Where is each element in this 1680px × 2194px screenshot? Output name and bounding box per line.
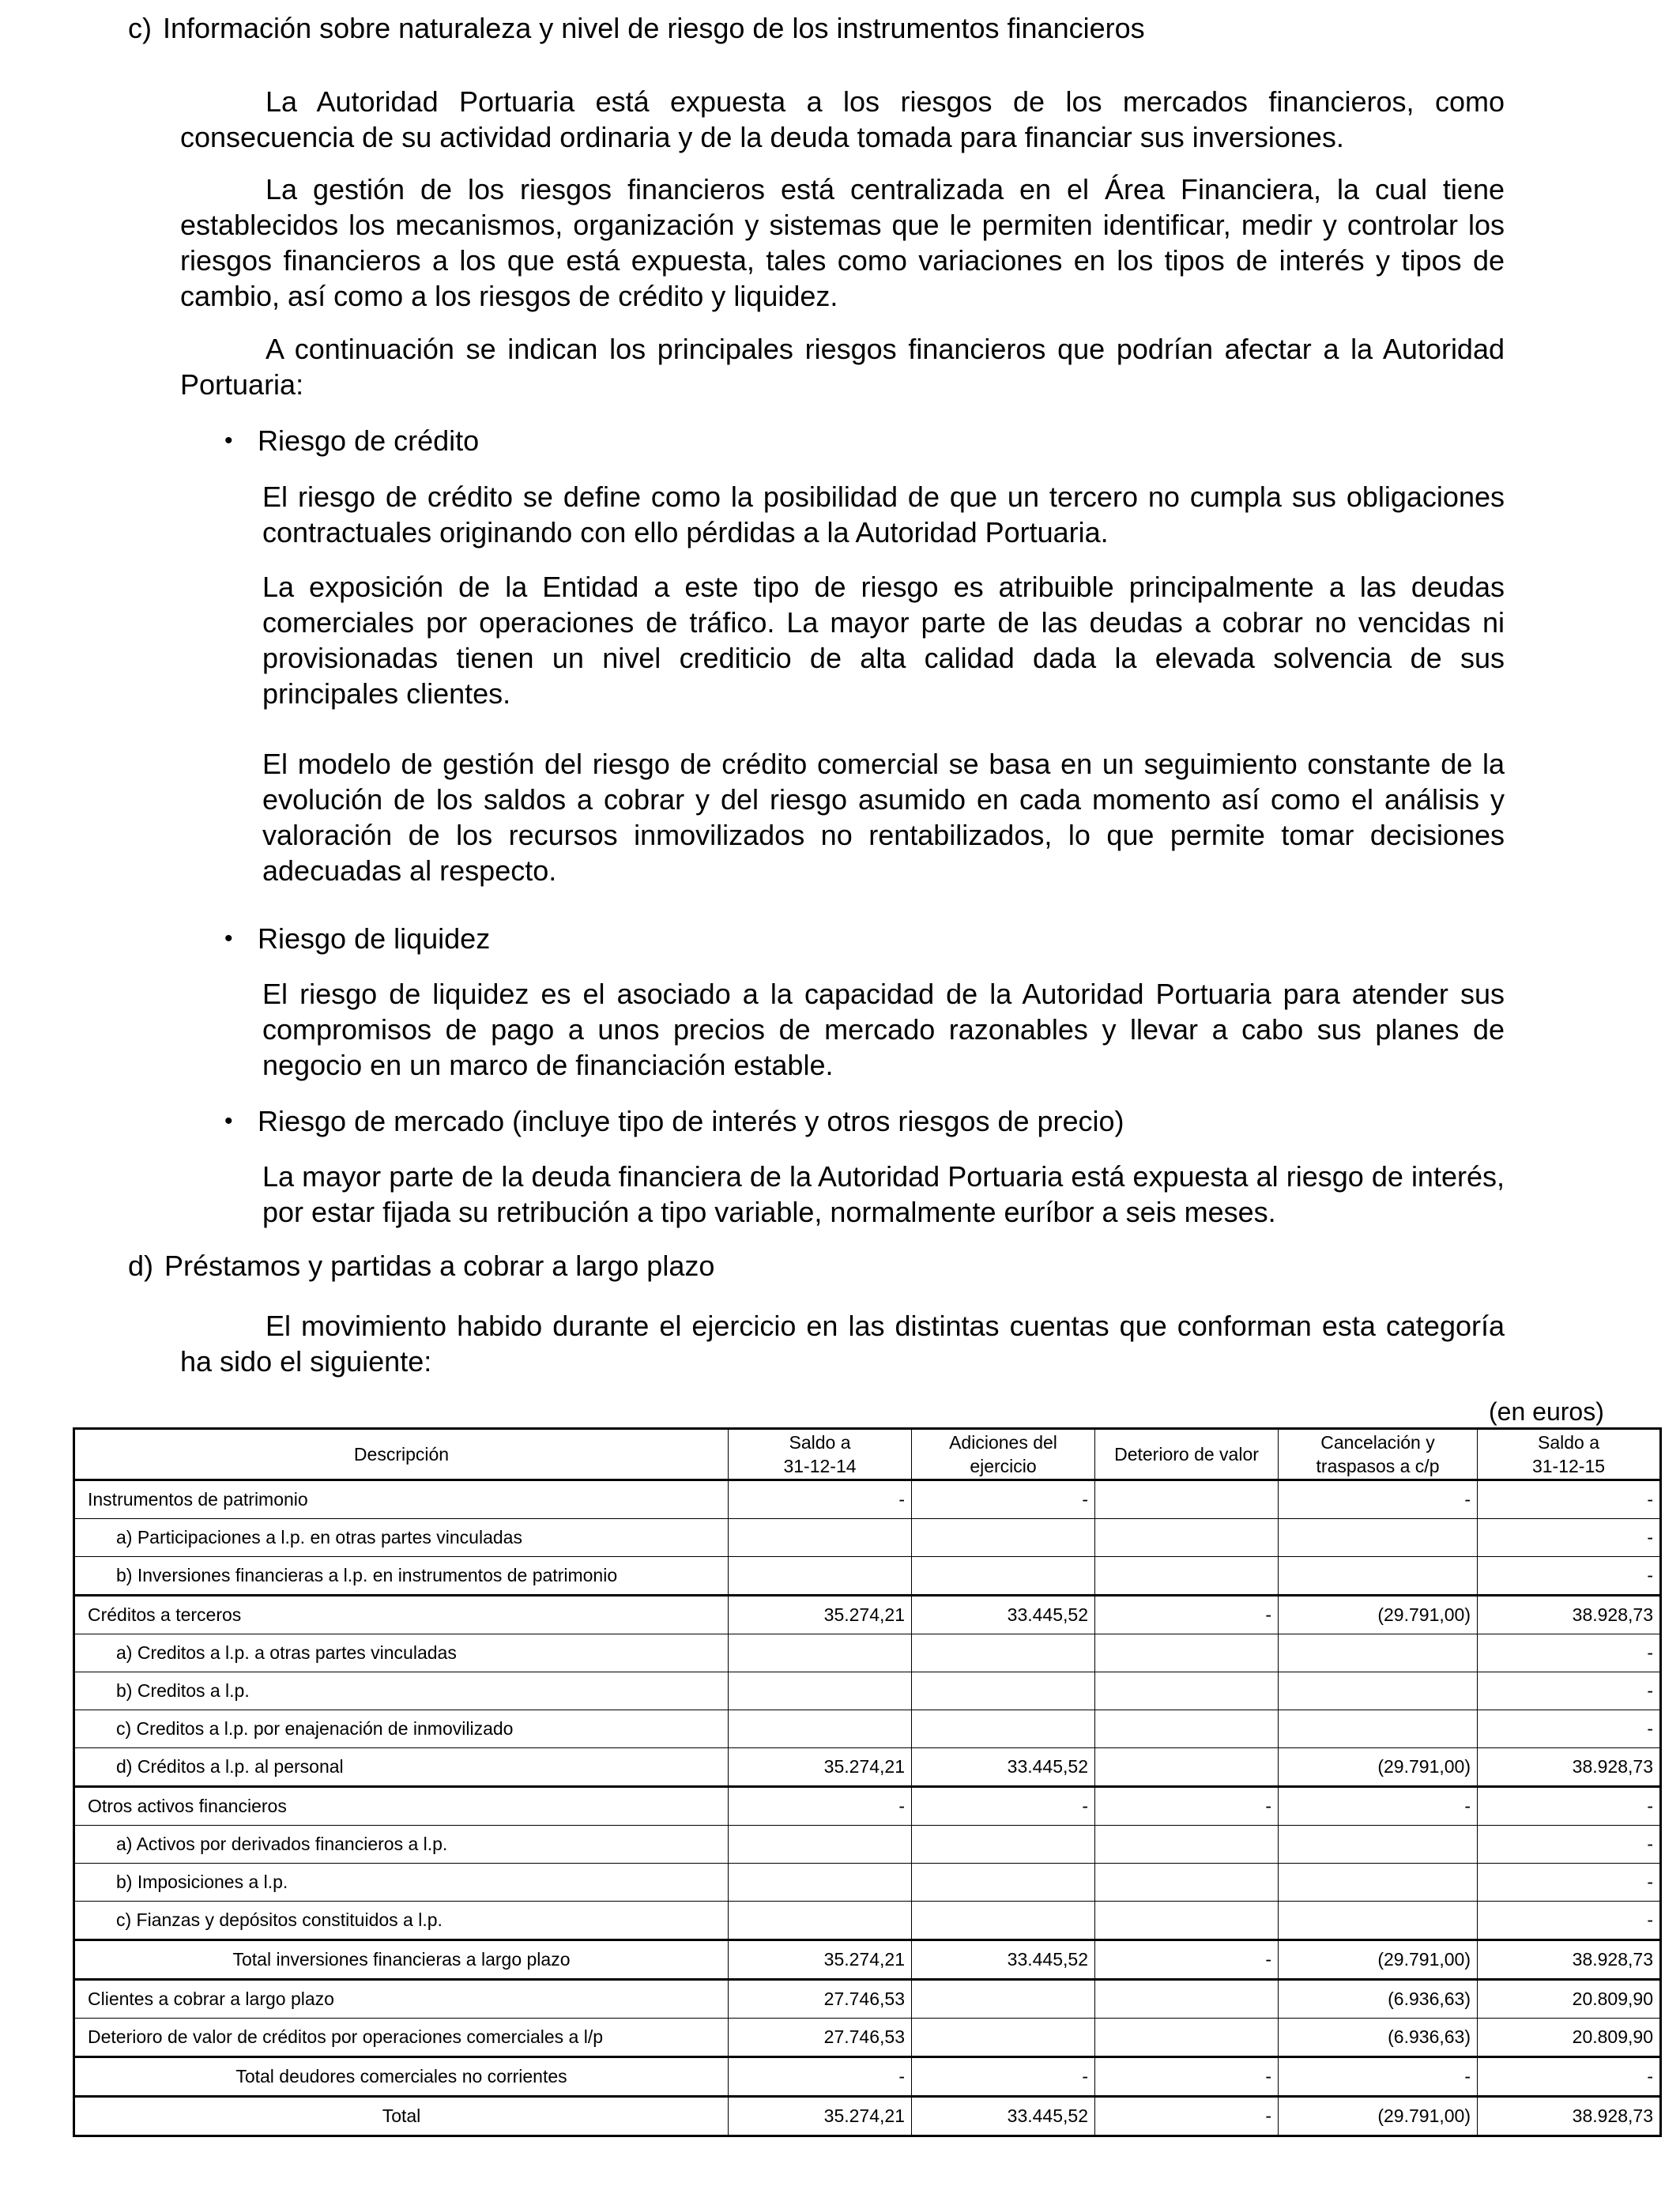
- table-row: Créditos a terceros 35.274,21 33.445,52 - (29.791,00) 38.928,73: [74, 1596, 1661, 1634]
- credit-risk-p2: La exposición de la Entidad a este tipo de riesgo es atribuible principalmente a las deudas comerciales por operaciones de tráfico. La mayor parte de las deudas a cobrar no vencidas ni provisionadas tienen un nivel crediticio de alta calidad dada la elevada solvencia de sus principales clientes.: [262, 571, 1505, 710]
- table-row: c) Fianzas y depósitos constituidos a l.p. -: [74, 1902, 1661, 1940]
- bullet-liquidity-risk: [224, 921, 491, 956]
- table-units-label: (en euros): [1489, 1397, 1604, 1426]
- header-opening-balance: Saldo a 31-12-14: [729, 1429, 912, 1480]
- credit-risk-title: Riesgo de crédito: [258, 424, 480, 457]
- header-closing-balance: Saldo a 31-12-15: [1478, 1429, 1661, 1480]
- table-row: Instrumentos de patrimonio - - - -: [74, 1480, 1661, 1519]
- section-d-label: d): [128, 1250, 154, 1282]
- section-c-heading: [128, 11, 1145, 45]
- bullet-credit-risk: [224, 423, 480, 458]
- section-c-title: Información sobre naturaleza y nivel de riesgo de los instrumentos financieros: [163, 12, 1145, 44]
- loans-receivables-table: [73, 1427, 1662, 2137]
- bullet-dot-icon: •: [224, 428, 233, 454]
- table-total-row: Total inversiones financieras a largo plazo 35.274,21 33.445,52 - (29.791,00) 38.928,73: [74, 1940, 1661, 1980]
- table-row: c) Creditos a l.p. por enajenación de inmovilizado -: [74, 1710, 1661, 1748]
- table-row: Clientes a cobrar a largo plazo 27.746,53 (6.936,63) 20.809,90: [74, 1980, 1661, 2019]
- liquidity-risk-title: Riesgo de liquidez: [258, 922, 491, 955]
- credit-risk-p1: El riesgo de crédito se define como la posibilidad de que un tercero no cumpla sus obligaciones contractuales originando con ello pérdidas a la Autoridad Portuaria.: [262, 481, 1505, 548]
- table-row: a) Participaciones a l.p. en otras partes vinculadas -: [74, 1519, 1661, 1557]
- paragraph-risks-intro: A continuación se indican los principales riesgos financieros que podrían afectar a la Autoridad Portuaria:: [180, 333, 1505, 401]
- table-row: a) Activos por derivados financieros a l.p. -: [74, 1826, 1661, 1864]
- header-description: Descripción: [74, 1429, 729, 1480]
- liquidity-risk-p1: El riesgo de liquidez es el asociado a la capacidad de la Autoridad Portuaria para atender sus compromisos de pago a unos precios de mercado razonables y llevar a cabo sus planes de negocio en un marco de financiación estable.: [262, 978, 1505, 1081]
- header-impairment: Deterioro de valor: [1095, 1429, 1279, 1480]
- market-risk-title: Riesgo de mercado (incluye tipo de interés y otros riesgos de precio): [258, 1105, 1124, 1137]
- table-total-row: Total deudores comerciales no corrientes - - - - -: [74, 2057, 1661, 2097]
- table-row: d) Créditos a l.p. al personal 35.274,21 33.445,52 (29.791,00) 38.928,73: [74, 1748, 1661, 1787]
- table-grand-total-row: Total 35.274,21 33.445,52 - (29.791,00) 38.928,73: [74, 2097, 1661, 2136]
- header-additions: Adiciones del ejercicio: [912, 1429, 1095, 1480]
- table-row: b) Creditos a l.p. -: [74, 1672, 1661, 1710]
- bullet-market-risk: [224, 1103, 1124, 1139]
- market-risk-p1: La mayor parte de la deuda financiera de la Autoridad Portuaria está expuesta al riesgo de interés, por estar fijada su retribución a tipo variable, normalmente euríbor a seis meses.: [262, 1160, 1505, 1228]
- section-c-label: c): [128, 12, 152, 44]
- paragraph-intro: La Autoridad Portuaria está expuesta a los riesgos de los mercados financieros, como consecuencia de su actividad ordinaria y de la deuda tomada para financiar sus inversiones.: [180, 85, 1505, 153]
- table-row: b) Imposiciones a l.p. -: [74, 1864, 1661, 1902]
- paragraph-management: La gestión de los riesgos financieros está centralizada en el Área Financiera, la cual tiene establecidos los mecanismos, organización y sistemas que le permiten identificar, medir y controlar los riesgos financieros a los que está expuesta, tales como variaciones en los tipos de interés y tipos de cambio, así como a los riesgos de crédito y liquidez.: [180, 173, 1505, 312]
- bullet-dot-icon: •: [224, 925, 233, 952]
- header-cancellations: Cancelación y traspasos a c/p: [1279, 1429, 1478, 1480]
- table-row: Otros activos financieros - - - - -: [74, 1787, 1661, 1826]
- section-d-heading: [128, 1249, 714, 1283]
- section-d-title: Préstamos y partidas a cobrar a largo plazo: [164, 1250, 715, 1282]
- table-row: Deterioro de valor de créditos por operaciones comerciales a l/p 27.746,53 (6.936,63) 20.809,90: [74, 2019, 1661, 2057]
- credit-risk-p3: El modelo de gestión del riesgo de crédito comercial se basa en un seguimiento constante de la evolución de los saldos a cobrar y del riesgo asumido en cada momento así como el análisis y valoración de los recursos inmovilizados no rentabilizados, lo que permite tomar decisiones adecuadas al respecto.: [262, 748, 1505, 887]
- paragraph-movement: El movimiento habido durante el ejercicio en las distintas cuentas que conforman esta categoría ha sido el siguiente:: [180, 1310, 1505, 1378]
- table-row: b) Inversiones financieras a l.p. en instrumentos de patrimonio -: [74, 1557, 1661, 1596]
- bullet-dot-icon: •: [224, 1108, 233, 1134]
- table-header-row: [74, 1429, 1661, 1480]
- table-row: a) Creditos a l.p. a otras partes vinculadas -: [74, 1634, 1661, 1672]
